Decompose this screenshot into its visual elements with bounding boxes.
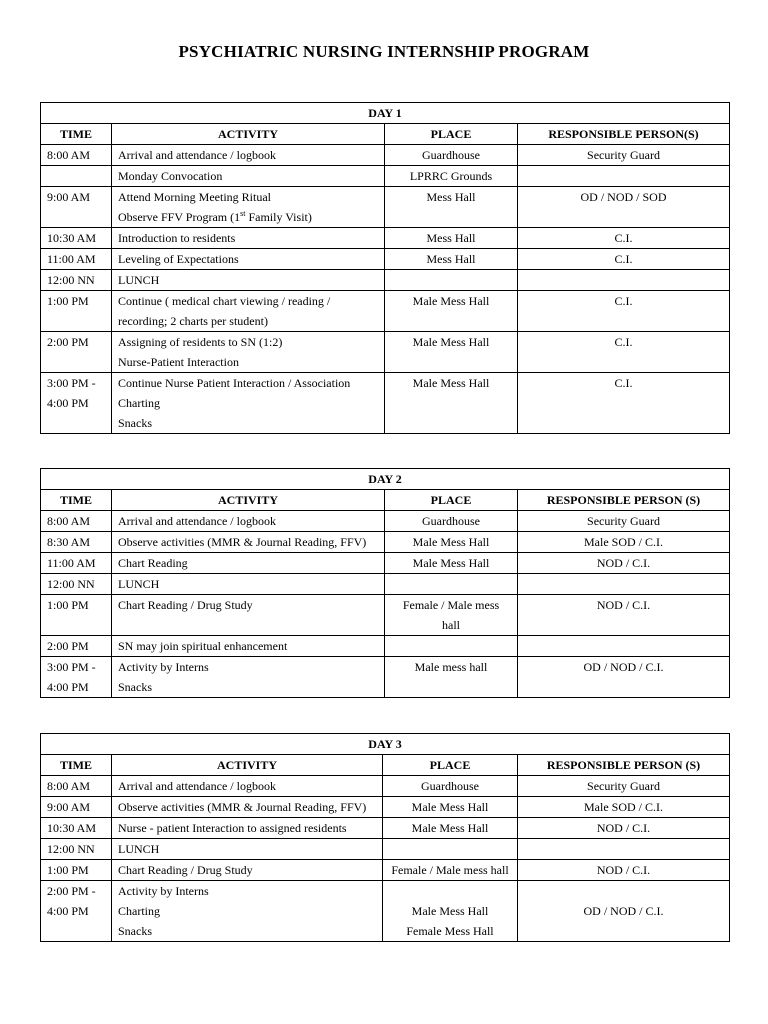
cell-line: Guardhouse: [421, 779, 479, 793]
activity-cell: [112, 657, 385, 698]
cell-line: Female / Male mess hall: [391, 863, 509, 877]
place-cell: [385, 228, 518, 249]
cell-line: 8:30 AM: [47, 535, 91, 549]
table-row: [41, 291, 730, 332]
activity-cell: [112, 532, 385, 553]
table-row: [41, 574, 730, 595]
ordinal-superscript: st: [240, 209, 246, 218]
responsible-cell: [518, 291, 730, 332]
col-header-responsible: RESPONSIBLE PERSON(S): [518, 124, 730, 145]
cell-line: C.I.: [614, 335, 633, 349]
cell-line: OD / NOD / C.I.: [583, 904, 664, 918]
cell-line: Nurse - patient Interaction to assigned residents: [118, 821, 347, 835]
time-cell: [41, 166, 112, 187]
time-cell: [41, 657, 112, 698]
cell-line: [389, 881, 511, 901]
cell-line: 9:00 AM: [47, 800, 91, 814]
time-cell: [41, 291, 112, 332]
cell-line: Arrival and attendance / logbook: [118, 779, 276, 793]
cell-line: SN may join spiritual enhancement: [118, 639, 288, 653]
place-cell: [385, 574, 518, 595]
cell-line: LUNCH: [118, 577, 160, 591]
place-cell: [383, 818, 518, 839]
cell-line: Attend Morning Meeting Ritual: [118, 190, 271, 204]
col-header-responsible: RESPONSIBLE PERSON (S): [518, 490, 730, 511]
day-label: DAY 3: [41, 734, 730, 755]
activity-cell: [112, 553, 385, 574]
activity-cell: [112, 270, 385, 291]
activity-cell: [112, 860, 383, 881]
cell-line: recording; 2 charts per student): [118, 314, 268, 328]
activity-cell: [112, 797, 383, 818]
time-cell: [41, 332, 112, 373]
cell-line: Male Mess Hall: [411, 821, 489, 835]
time-cell: [41, 228, 112, 249]
table-row: [41, 332, 730, 373]
cell-line: Guardhouse: [422, 514, 480, 528]
empty-cell: [524, 574, 723, 594]
activity-cell: [112, 228, 385, 249]
responsible-cell: [518, 553, 730, 574]
cell-line: 2:00 PM: [47, 335, 89, 349]
cell-line: 9:00 AM: [47, 190, 91, 204]
activity-cell: [112, 373, 385, 434]
table-row: [41, 187, 730, 228]
responsible-cell: [518, 332, 730, 373]
cell-line: Security Guard: [587, 148, 660, 162]
responsible-cell: [518, 249, 730, 270]
cell-line: Chart Reading / Drug Study: [118, 598, 253, 612]
empty-cell: [391, 574, 511, 594]
responsible-cell: [518, 657, 730, 698]
col-header-time: TIME: [41, 124, 112, 145]
col-header-activity: ACTIVITY: [112, 490, 385, 511]
day-label: DAY 1: [41, 103, 730, 124]
cell-line: Male Mess Hall: [412, 556, 490, 570]
cell-line: Male Mess Hall: [411, 904, 489, 918]
time-cell: [41, 145, 112, 166]
time-cell: [41, 511, 112, 532]
cell-line: 8:00 AM: [47, 148, 91, 162]
responsible-cell: [518, 270, 730, 291]
responsible-cell: [518, 228, 730, 249]
cell-line: [524, 881, 723, 901]
cell-line: 8:00 AM: [47, 514, 91, 528]
time-cell: [41, 373, 112, 434]
cell-line: Activity by Interns: [118, 884, 209, 898]
cell-line: Charting: [118, 904, 160, 918]
cell-line: NOD / C.I.: [596, 556, 651, 570]
activity-cell: [112, 881, 383, 942]
empty-cell: [47, 166, 105, 186]
empty-cell: [524, 636, 723, 656]
day-3-table: [40, 733, 730, 942]
table-row: [41, 818, 730, 839]
cell-line: NOD / C.I.: [596, 863, 651, 877]
time-cell: [41, 797, 112, 818]
cell-line: 1:00 PM: [47, 294, 89, 308]
cell-line: Activity by Interns: [118, 660, 209, 674]
time-cell: [41, 574, 112, 595]
cell-line: Leveling of Expectations: [118, 252, 239, 266]
table-row: [41, 553, 730, 574]
place-cell: [385, 532, 518, 553]
empty-cell: [524, 270, 723, 290]
col-header-activity: ACTIVITY: [112, 755, 383, 776]
activity-cell: [112, 636, 385, 657]
cell-line: 4:00 PM: [47, 904, 89, 918]
cell-line: Observe activities (MMR & Journal Reading, FFV): [118, 800, 367, 814]
cell-line: 2:00 PM -: [47, 884, 96, 898]
table-row: [41, 249, 730, 270]
place-cell: [385, 657, 518, 698]
cell-line: Mess Hall: [426, 190, 476, 204]
col-header-place: PLACE: [385, 490, 518, 511]
cell-line: 11:00 AM: [47, 252, 96, 266]
cell-line: 11:00 AM: [47, 556, 96, 570]
cell-text: Family Visit): [245, 210, 312, 224]
cell-line: 12:00 NN: [47, 273, 95, 287]
cell-line: Continue ( medical chart viewing / reading /: [118, 294, 331, 308]
table-row: [41, 881, 730, 942]
day-1-table: [40, 102, 730, 434]
place-cell: [385, 145, 518, 166]
cell-line: 2:00 PM: [47, 639, 89, 653]
cell-line: Mess Hall: [426, 231, 476, 245]
place-cell: [385, 553, 518, 574]
cell-line: C.I.: [614, 376, 633, 390]
cell-line: Introduction to residents: [118, 231, 236, 245]
cell-line: LPRRC Grounds: [409, 169, 493, 183]
cell-line: Male Mess Hall: [412, 535, 490, 549]
place-cell: [385, 270, 518, 291]
place-cell: [383, 860, 518, 881]
page-title: PSYCHIATRIC NURSING INTERNSHIP PROGRAM: [178, 42, 590, 61]
day-2-table: [40, 468, 730, 698]
table-row: [41, 776, 730, 797]
cell-line: Arrival and attendance / logbook: [118, 514, 276, 528]
cell-line: Security Guard: [587, 779, 660, 793]
place-cell: [385, 166, 518, 187]
cell-line: 4:00 PM: [47, 680, 89, 694]
cell-line: NOD / C.I.: [596, 598, 651, 612]
time-cell: [41, 860, 112, 881]
time-cell: [41, 187, 112, 228]
cell-line: Guardhouse: [422, 148, 480, 162]
col-header-place: PLACE: [385, 124, 518, 145]
col-header-responsible: RESPONSIBLE PERSON (S): [518, 755, 730, 776]
table-row: [41, 228, 730, 249]
responsible-cell: [518, 511, 730, 532]
table-row: [41, 145, 730, 166]
time-cell: [41, 249, 112, 270]
cell-line: [118, 207, 378, 227]
place-cell: [385, 511, 518, 532]
col-header-activity: ACTIVITY: [112, 124, 385, 145]
cell-line: Arrival and attendance / logbook: [118, 148, 276, 162]
table-row: [41, 595, 730, 636]
table-row: [41, 270, 730, 291]
time-cell: [41, 636, 112, 657]
time-cell: [41, 776, 112, 797]
cell-line: Snacks: [118, 924, 152, 938]
table-row: [41, 373, 730, 434]
cell-line: Male Mess Hall: [412, 376, 490, 390]
cell-line: Chart Reading: [118, 556, 188, 570]
activity-cell: [112, 166, 385, 187]
table-row: [41, 636, 730, 657]
cell-line: Female Mess Hall: [406, 924, 494, 938]
col-header-time: TIME: [41, 755, 112, 776]
responsible-cell: [518, 145, 730, 166]
activity-cell: [112, 249, 385, 270]
empty-cell: [524, 839, 723, 859]
table-row: [41, 860, 730, 881]
place-cell: [385, 187, 518, 228]
cell-text: Observe FFV Program (1: [118, 210, 241, 224]
responsible-cell: [518, 373, 730, 434]
table-row: [41, 657, 730, 698]
col-header-place: PLACE: [383, 755, 518, 776]
cell-line: hall: [442, 618, 460, 632]
activity-cell: [112, 291, 385, 332]
activity-cell: [112, 776, 383, 797]
responsible-cell: [518, 839, 730, 860]
cell-line: Monday Convocation: [118, 169, 223, 183]
time-cell: [41, 270, 112, 291]
cell-line: Security Guard: [587, 514, 660, 528]
responsible-cell: [518, 818, 730, 839]
responsible-cell: [518, 797, 730, 818]
cell-line: 3:00 PM -: [47, 660, 96, 674]
cell-line: Continue Nurse Patient Interaction / Association: [118, 376, 351, 390]
cell-line: 3:00 PM -: [47, 376, 96, 390]
cell-line: Male Mess Hall: [412, 294, 490, 308]
cell-line: 1:00 PM: [47, 598, 89, 612]
place-cell: [385, 595, 518, 636]
cell-line: Male SOD / C.I.: [584, 535, 663, 549]
time-cell: [41, 818, 112, 839]
cell-line: Mess Hall: [426, 252, 476, 266]
cell-line: OD / NOD / C.I.: [583, 660, 664, 674]
time-cell: [41, 553, 112, 574]
empty-cell: [391, 636, 511, 656]
cell-line: OD / NOD / SOD: [580, 190, 667, 204]
cell-line: C.I.: [614, 231, 633, 245]
time-cell: [41, 532, 112, 553]
cell-line: C.I.: [614, 252, 633, 266]
activity-cell: [112, 332, 385, 373]
empty-cell: [389, 839, 511, 859]
place-cell: [385, 332, 518, 373]
activity-cell: [112, 574, 385, 595]
place-cell: [383, 839, 518, 860]
table-row: [41, 511, 730, 532]
responsible-cell: [518, 881, 730, 942]
cell-line: Nurse-Patient Interaction: [118, 355, 239, 369]
place-cell: [385, 291, 518, 332]
cell-line: NOD / C.I.: [596, 821, 651, 835]
activity-cell: [112, 595, 385, 636]
day-label: DAY 2: [41, 469, 730, 490]
responsible-cell: [518, 860, 730, 881]
cell-line: 4:00 PM: [47, 396, 89, 410]
table-row: [41, 166, 730, 187]
cell-line: Male Mess Hall: [411, 800, 489, 814]
responsible-cell: [518, 166, 730, 187]
time-cell: [41, 881, 112, 942]
activity-cell: [112, 511, 385, 532]
responsible-cell: [518, 595, 730, 636]
cell-line: Chart Reading / Drug Study: [118, 863, 253, 877]
place-cell: [383, 776, 518, 797]
time-cell: [41, 595, 112, 636]
responsible-cell: [518, 187, 730, 228]
activity-cell: [112, 839, 383, 860]
empty-cell: [524, 166, 723, 186]
col-header-time: TIME: [41, 490, 112, 511]
activity-cell: [112, 145, 385, 166]
cell-line: 12:00 NN: [47, 842, 95, 856]
responsible-cell: [518, 574, 730, 595]
place-cell: [383, 881, 518, 942]
cell-line: Male Mess Hall: [412, 335, 490, 349]
cell-line: Snacks: [118, 680, 152, 694]
cell-line: Charting: [118, 396, 160, 410]
cell-line: Assigning of residents to SN (1:2): [118, 335, 283, 349]
place-cell: [385, 636, 518, 657]
cell-line: Observe activities (MMR & Journal Reading, FFV): [118, 535, 367, 549]
cell-line: C.I.: [614, 294, 633, 308]
place-cell: [383, 797, 518, 818]
cell-line: LUNCH: [118, 273, 160, 287]
responsible-cell: [518, 636, 730, 657]
empty-cell: [391, 270, 511, 290]
cell-line: 12:00 NN: [47, 577, 95, 591]
table-row: [41, 532, 730, 553]
cell-line: Female / Male mess: [402, 598, 500, 612]
cell-line: 10:30 AM: [47, 231, 97, 245]
responsible-cell: [518, 532, 730, 553]
table-row: [41, 839, 730, 860]
cell-line: Snacks: [118, 416, 152, 430]
table-row: [41, 797, 730, 818]
responsible-cell: [518, 776, 730, 797]
cell-line: LUNCH: [118, 842, 160, 856]
activity-cell: [112, 187, 385, 228]
cell-line: 10:30 AM: [47, 821, 97, 835]
place-cell: [385, 249, 518, 270]
place-cell: [385, 373, 518, 434]
cell-line: 1:00 PM: [47, 863, 89, 877]
cell-line: Male SOD / C.I.: [584, 800, 663, 814]
time-cell: [41, 839, 112, 860]
activity-cell: [112, 818, 383, 839]
cell-line: Male mess hall: [414, 660, 488, 674]
cell-line: 8:00 AM: [47, 779, 91, 793]
